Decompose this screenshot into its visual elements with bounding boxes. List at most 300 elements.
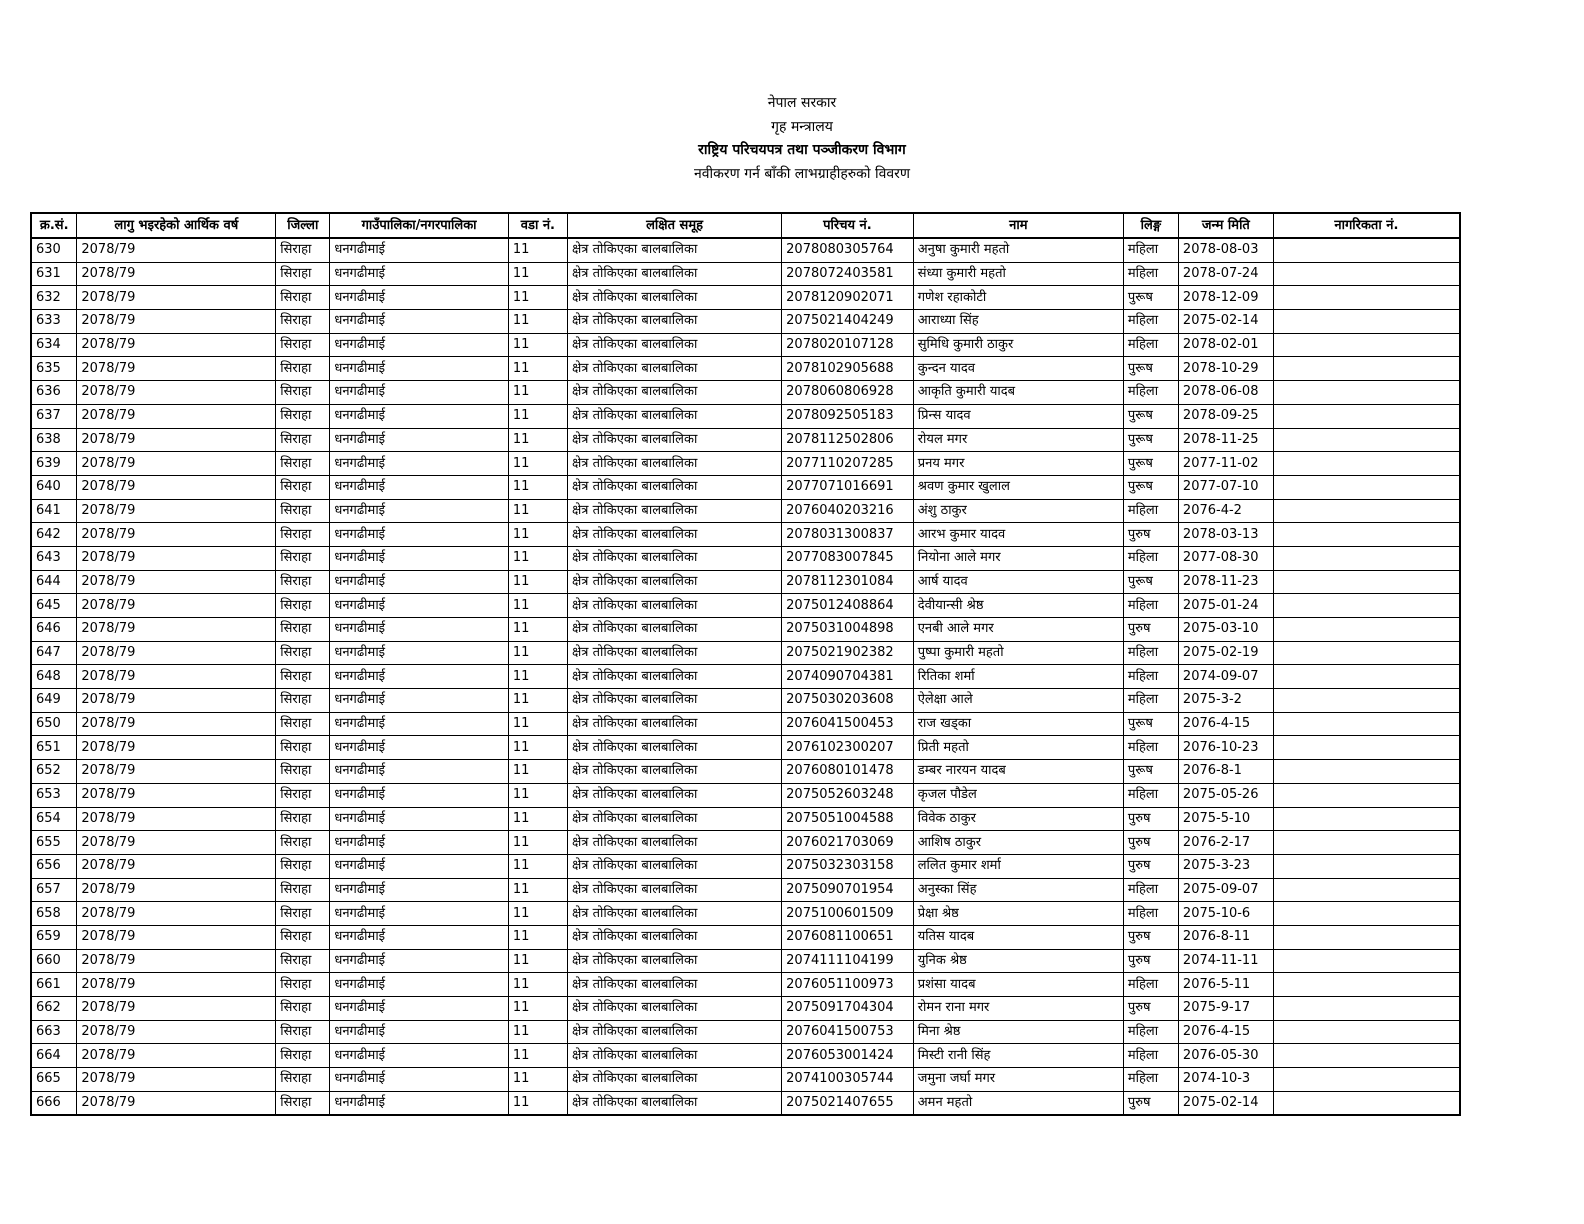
- cell-target-group: क्षेत्र तोकिएका बालबालिका: [567, 1020, 781, 1044]
- cell-gender: महिला: [1123, 381, 1178, 405]
- cell-municipality: धनगढीमाई: [330, 475, 508, 499]
- cell-fiscal-year: 2078/79: [77, 452, 276, 476]
- cell-municipality: धनगढीमाई: [330, 570, 508, 594]
- cell-serial-number: 650: [31, 712, 77, 736]
- cell-gender: पुरूष: [1123, 357, 1178, 381]
- cell-gender: महिला: [1123, 665, 1178, 689]
- cell-date-of-birth: 2078-06-08: [1178, 381, 1273, 405]
- cell-identity-number: 2078020107128: [782, 333, 914, 357]
- cell-fiscal-year: 2078/79: [77, 404, 276, 428]
- column-header-fiscal-year: लागु भइरहेको आर्थिक वर्ष: [77, 213, 276, 238]
- cell-ward-number: 11: [508, 712, 567, 736]
- cell-identity-number: 2076080101478: [782, 760, 914, 784]
- cell-serial-number: 651: [31, 736, 77, 760]
- cell-name: अमन महतो: [913, 1091, 1123, 1115]
- cell-target-group: क्षेत्र तोकिएका बालबालिका: [567, 523, 781, 547]
- cell-citizenship-number: [1273, 689, 1460, 713]
- cell-municipality: धनगढीमाई: [330, 641, 508, 665]
- cell-name: विवेक ठाकुर: [913, 807, 1123, 831]
- table-row: [31, 878, 1460, 902]
- cell-district: सिराहा: [276, 546, 330, 570]
- cell-citizenship-number: [1273, 902, 1460, 926]
- cell-serial-number: 662: [31, 997, 77, 1021]
- cell-fiscal-year: 2078/79: [77, 973, 276, 997]
- cell-date-of-birth: 2074-10-3: [1178, 1068, 1273, 1092]
- cell-identity-number: 2075090701954: [782, 878, 914, 902]
- cell-name: सुमिधि कुमारी ठाकुर: [913, 333, 1123, 357]
- cell-date-of-birth: 2076-4-2: [1178, 499, 1273, 523]
- cell-citizenship-number: [1273, 1044, 1460, 1068]
- cell-date-of-birth: 2075-10-6: [1178, 902, 1273, 926]
- cell-municipality: धनगढीमाई: [330, 546, 508, 570]
- cell-target-group: क्षेत्र तोकिएका बालबालिका: [567, 452, 781, 476]
- cell-ward-number: 11: [508, 310, 567, 334]
- cell-district: सिराहा: [276, 523, 330, 547]
- cell-gender: पुरुष: [1123, 618, 1178, 642]
- cell-serial-number: 645: [31, 594, 77, 618]
- cell-identity-number: 2074111104199: [782, 949, 914, 973]
- table-row: [31, 665, 1460, 689]
- cell-ward-number: 11: [508, 760, 567, 784]
- cell-gender: पुरूष: [1123, 404, 1178, 428]
- cell-ward-number: 11: [508, 262, 567, 286]
- cell-gender: पुरुष: [1123, 925, 1178, 949]
- cell-municipality: धनगढीमाई: [330, 831, 508, 855]
- cell-name: कुन्दन यादव: [913, 357, 1123, 381]
- cell-name: आशिष ठाकुर: [913, 831, 1123, 855]
- cell-serial-number: 663: [31, 1020, 77, 1044]
- cell-ward-number: 11: [508, 404, 567, 428]
- cell-municipality: धनगढीमाई: [330, 618, 508, 642]
- cell-gender: महिला: [1123, 641, 1178, 665]
- table-row: [31, 381, 1460, 405]
- cell-fiscal-year: 2078/79: [77, 949, 276, 973]
- cell-district: सिराहा: [276, 783, 330, 807]
- cell-gender: महिला: [1123, 878, 1178, 902]
- cell-district: सिराहा: [276, 831, 330, 855]
- cell-ward-number: 11: [508, 854, 567, 878]
- cell-target-group: क्षेत्र तोकिएका बालबालिका: [567, 333, 781, 357]
- cell-identity-number: 2076102300207: [782, 736, 914, 760]
- cell-municipality: धनगढीमाई: [330, 357, 508, 381]
- cell-date-of-birth: 2078-12-09: [1178, 286, 1273, 310]
- table-row: [31, 428, 1460, 452]
- cell-district: सिराहा: [276, 262, 330, 286]
- table-row: [31, 618, 1460, 642]
- table-row: [31, 1044, 1460, 1068]
- cell-date-of-birth: 2078-08-03: [1178, 238, 1273, 262]
- cell-date-of-birth: 2075-9-17: [1178, 997, 1273, 1021]
- table-row: [31, 499, 1460, 523]
- cell-target-group: क्षेत्र तोकिएका बालबालिका: [567, 831, 781, 855]
- cell-fiscal-year: 2078/79: [77, 641, 276, 665]
- cell-name: प्रनय मगर: [913, 452, 1123, 476]
- cell-name: मिस्टी रानी सिंह: [913, 1044, 1123, 1068]
- cell-municipality: धनगढीमाई: [330, 1091, 508, 1115]
- cell-name: एनबी आले मगर: [913, 618, 1123, 642]
- cell-district: सिराहा: [276, 404, 330, 428]
- cell-date-of-birth: 2075-02-19: [1178, 641, 1273, 665]
- cell-citizenship-number: [1273, 807, 1460, 831]
- cell-municipality: धनगढीमाई: [330, 760, 508, 784]
- cell-gender: महिला: [1123, 1020, 1178, 1044]
- table-row: [31, 902, 1460, 926]
- cell-name: प्रशंसा यादब: [913, 973, 1123, 997]
- cell-citizenship-number: [1273, 712, 1460, 736]
- cell-ward-number: 11: [508, 357, 567, 381]
- cell-ward-number: 11: [508, 523, 567, 547]
- cell-municipality: धनगढीमाई: [330, 997, 508, 1021]
- cell-target-group: क्षेत्र तोकिएका बालबालिका: [567, 475, 781, 499]
- cell-name: प्रेक्षा श्रेष्ठ: [913, 902, 1123, 926]
- column-header-municipality: गाउँपालिका/नगरपालिका: [330, 213, 508, 238]
- cell-serial-number: 657: [31, 878, 77, 902]
- cell-district: सिराहा: [276, 1044, 330, 1068]
- cell-fiscal-year: 2078/79: [77, 523, 276, 547]
- cell-municipality: धनगढीमाई: [330, 949, 508, 973]
- table-row: [31, 404, 1460, 428]
- column-header-identity-number: परिचय नं.: [782, 213, 914, 238]
- column-header-gender: लिङ्ग: [1123, 213, 1178, 238]
- cell-identity-number: 2077110207285: [782, 452, 914, 476]
- cell-gender: पुरुष: [1123, 949, 1178, 973]
- cell-identity-number: 2075032303158: [782, 854, 914, 878]
- cell-date-of-birth: 2075-5-10: [1178, 807, 1273, 831]
- cell-date-of-birth: 2076-8-11: [1178, 925, 1273, 949]
- cell-municipality: धनगढीमाई: [330, 925, 508, 949]
- cell-target-group: क्षेत्र तोकिएका बालबालिका: [567, 357, 781, 381]
- cell-target-group: क्षेत्र तोकिएका बालबालिका: [567, 760, 781, 784]
- table-row: [31, 925, 1460, 949]
- cell-district: सिराहा: [276, 878, 330, 902]
- cell-district: सिराहा: [276, 949, 330, 973]
- department-name: राष्ट्रिय परिचयपत्र तथा पञ्जीकरण विभाग: [698, 142, 906, 158]
- cell-name: प्रिती महतो: [913, 736, 1123, 760]
- cell-gender: महिला: [1123, 736, 1178, 760]
- cell-municipality: धनगढीमाई: [330, 333, 508, 357]
- cell-citizenship-number: [1273, 949, 1460, 973]
- cell-target-group: क्षेत्र तोकिएका बालबालिका: [567, 546, 781, 570]
- table-row: [31, 310, 1460, 334]
- cell-district: सिराहा: [276, 736, 330, 760]
- cell-identity-number: 2076041500453: [782, 712, 914, 736]
- cell-target-group: क्षेत्र तोकिएका बालबालिका: [567, 878, 781, 902]
- cell-citizenship-number: [1273, 783, 1460, 807]
- cell-municipality: धनगढीमाई: [330, 452, 508, 476]
- cell-identity-number: 2078102905688: [782, 357, 914, 381]
- cell-ward-number: 11: [508, 1091, 567, 1115]
- cell-serial-number: 648: [31, 665, 77, 689]
- cell-ward-number: 11: [508, 618, 567, 642]
- cell-target-group: क्षेत्र तोकिएका बालबालिका: [567, 949, 781, 973]
- cell-gender: पुरूष: [1123, 475, 1178, 499]
- cell-district: सिराहा: [276, 925, 330, 949]
- cell-identity-number: 2075100601509: [782, 902, 914, 926]
- cell-district: सिराहा: [276, 1068, 330, 1092]
- cell-fiscal-year: 2078/79: [77, 357, 276, 381]
- cell-ward-number: 11: [508, 452, 567, 476]
- cell-name: पुष्पा कुमारी महतो: [913, 641, 1123, 665]
- cell-ward-number: 11: [508, 878, 567, 902]
- cell-district: सिराहा: [276, 712, 330, 736]
- cell-name: श्रवण कुमार खुलाल: [913, 475, 1123, 499]
- cell-ward-number: 11: [508, 736, 567, 760]
- cell-target-group: क्षेत्र तोकिएका बालबालिका: [567, 712, 781, 736]
- cell-citizenship-number: [1273, 381, 1460, 405]
- cell-target-group: क्षेत्र तोकिएका बालबालिका: [567, 618, 781, 642]
- cell-date-of-birth: 2074-11-11: [1178, 949, 1273, 973]
- cell-identity-number: 2078072403581: [782, 262, 914, 286]
- cell-district: सिराहा: [276, 570, 330, 594]
- cell-municipality: धनगढीमाई: [330, 523, 508, 547]
- cell-citizenship-number: [1273, 357, 1460, 381]
- table-row: [31, 546, 1460, 570]
- table-row: [31, 949, 1460, 973]
- cell-date-of-birth: 2075-3-2: [1178, 689, 1273, 713]
- cell-date-of-birth: 2076-4-15: [1178, 712, 1273, 736]
- cell-gender: महिला: [1123, 262, 1178, 286]
- cell-name: कृजल पौडेल: [913, 783, 1123, 807]
- cell-name: ललित कुमार शर्मा: [913, 854, 1123, 878]
- cell-name: ऐलेक्षा आले: [913, 689, 1123, 713]
- cell-date-of-birth: 2076-4-15: [1178, 1020, 1273, 1044]
- cell-district: सिराहा: [276, 594, 330, 618]
- cell-gender: महिला: [1123, 1044, 1178, 1068]
- cell-district: सिराहा: [276, 973, 330, 997]
- cell-district: सिराहा: [276, 475, 330, 499]
- cell-serial-number: 637: [31, 404, 77, 428]
- cell-gender: महिला: [1123, 238, 1178, 262]
- cell-ward-number: 11: [508, 499, 567, 523]
- cell-municipality: धनगढीमाई: [330, 286, 508, 310]
- cell-fiscal-year: 2078/79: [77, 546, 276, 570]
- cell-name: आरभ कुमार यादव: [913, 523, 1123, 547]
- cell-name: आकृति कुमारी यादब: [913, 381, 1123, 405]
- cell-identity-number: 2075012408864: [782, 594, 914, 618]
- cell-fiscal-year: 2078/79: [77, 783, 276, 807]
- cell-district: सिराहा: [276, 1091, 330, 1115]
- column-header-name: नाम: [913, 213, 1123, 238]
- cell-identity-number: 2078080305764: [782, 238, 914, 262]
- cell-serial-number: 664: [31, 1044, 77, 1068]
- cell-fiscal-year: 2078/79: [77, 1020, 276, 1044]
- cell-serial-number: 643: [31, 546, 77, 570]
- cell-name: रितिका शर्मा: [913, 665, 1123, 689]
- table-row: [31, 594, 1460, 618]
- cell-date-of-birth: 2076-2-17: [1178, 831, 1273, 855]
- cell-identity-number: 2076041500753: [782, 1020, 914, 1044]
- cell-name: गणेश रहाकोटी: [913, 286, 1123, 310]
- cell-serial-number: 659: [31, 925, 77, 949]
- cell-fiscal-year: 2078/79: [77, 736, 276, 760]
- cell-gender: पुरूष: [1123, 570, 1178, 594]
- cell-identity-number: 2077083007845: [782, 546, 914, 570]
- cell-citizenship-number: [1273, 665, 1460, 689]
- cell-serial-number: 661: [31, 973, 77, 997]
- cell-date-of-birth: 2075-05-26: [1178, 783, 1273, 807]
- cell-target-group: क्षेत्र तोकिएका बालबालिका: [567, 404, 781, 428]
- cell-municipality: धनगढीमाई: [330, 310, 508, 334]
- cell-district: सिराहा: [276, 618, 330, 642]
- cell-municipality: धनगढीमाई: [330, 807, 508, 831]
- document-header: [0, 92, 1584, 186]
- cell-municipality: धनगढीमाई: [330, 902, 508, 926]
- cell-fiscal-year: 2078/79: [77, 902, 276, 926]
- cell-target-group: क्षेत्र तोकिएका बालबालिका: [567, 997, 781, 1021]
- table-row: [31, 689, 1460, 713]
- cell-district: सिराहा: [276, 641, 330, 665]
- column-header-ward-number: वडा नं.: [508, 213, 567, 238]
- cell-citizenship-number: [1273, 997, 1460, 1021]
- cell-fiscal-year: 2078/79: [77, 570, 276, 594]
- table-body: [31, 238, 1460, 1115]
- cell-fiscal-year: 2078/79: [77, 878, 276, 902]
- cell-municipality: धनगढीमाई: [330, 878, 508, 902]
- cell-municipality: धनगढीमाई: [330, 238, 508, 262]
- cell-municipality: धनगढीमाई: [330, 712, 508, 736]
- cell-ward-number: 11: [508, 1020, 567, 1044]
- table-row: [31, 523, 1460, 547]
- cell-district: सिराहा: [276, 286, 330, 310]
- cell-citizenship-number: [1273, 310, 1460, 334]
- cell-district: सिराहा: [276, 760, 330, 784]
- table-row: [31, 238, 1460, 262]
- table-row: [31, 831, 1460, 855]
- cell-citizenship-number: [1273, 760, 1460, 784]
- cell-date-of-birth: 2078-02-01: [1178, 333, 1273, 357]
- cell-name: प्रिन्स यादव: [913, 404, 1123, 428]
- cell-citizenship-number: [1273, 618, 1460, 642]
- cell-identity-number: 2075030203608: [782, 689, 914, 713]
- cell-gender: महिला: [1123, 546, 1178, 570]
- cell-fiscal-year: 2078/79: [77, 499, 276, 523]
- cell-gender: पुरुष: [1123, 523, 1178, 547]
- cell-district: सिराहा: [276, 428, 330, 452]
- cell-fiscal-year: 2078/79: [77, 760, 276, 784]
- table-row: [31, 997, 1460, 1021]
- cell-target-group: क्षेत्र तोकिएका बालबालिका: [567, 1044, 781, 1068]
- cell-citizenship-number: [1273, 831, 1460, 855]
- cell-gender: महिला: [1123, 902, 1178, 926]
- cell-fiscal-year: 2078/79: [77, 618, 276, 642]
- cell-gender: महिला: [1123, 499, 1178, 523]
- government-name: नेपाल सरकार: [767, 95, 837, 111]
- cell-name: रोयल मगर: [913, 428, 1123, 452]
- cell-fiscal-year: 2078/79: [77, 333, 276, 357]
- cell-municipality: धनगढीमाई: [330, 262, 508, 286]
- cell-district: सिराहा: [276, 665, 330, 689]
- cell-district: सिराहा: [276, 381, 330, 405]
- beneficiary-table: [30, 212, 1461, 1116]
- cell-gender: महिला: [1123, 333, 1178, 357]
- cell-target-group: क्षेत्र तोकिएका बालबालिका: [567, 783, 781, 807]
- cell-date-of-birth: 2078-10-29: [1178, 357, 1273, 381]
- cell-identity-number: 2075021407655: [782, 1091, 914, 1115]
- cell-serial-number: 647: [31, 641, 77, 665]
- cell-ward-number: 11: [508, 594, 567, 618]
- table-header-row: [31, 213, 1460, 238]
- table-row: [31, 333, 1460, 357]
- cell-name: अनुषा कुमारी महतो: [913, 238, 1123, 262]
- cell-fiscal-year: 2078/79: [77, 689, 276, 713]
- cell-serial-number: 658: [31, 902, 77, 926]
- cell-gender: पुरुष: [1123, 1091, 1178, 1115]
- cell-ward-number: 11: [508, 807, 567, 831]
- cell-name: संध्या कुमारी महतो: [913, 262, 1123, 286]
- cell-district: सिराहा: [276, 997, 330, 1021]
- cell-target-group: क्षेत्र तोकिएका बालबालिका: [567, 925, 781, 949]
- table-row: [31, 736, 1460, 760]
- cell-ward-number: 11: [508, 925, 567, 949]
- cell-ward-number: 11: [508, 475, 567, 499]
- cell-target-group: क्षेत्र तोकिएका बालबालिका: [567, 310, 781, 334]
- cell-identity-number: 2075021902382: [782, 641, 914, 665]
- cell-citizenship-number: [1273, 475, 1460, 499]
- cell-ward-number: 11: [508, 665, 567, 689]
- cell-municipality: धनगढीमाई: [330, 736, 508, 760]
- cell-date-of-birth: 2074-09-07: [1178, 665, 1273, 689]
- table-row: [31, 357, 1460, 381]
- table-row: [31, 1091, 1460, 1115]
- cell-serial-number: 642: [31, 523, 77, 547]
- cell-name: मिना श्रेष्ठ: [913, 1020, 1123, 1044]
- cell-fiscal-year: 2078/79: [77, 997, 276, 1021]
- cell-date-of-birth: 2075-09-07: [1178, 878, 1273, 902]
- cell-identity-number: 2076051100973: [782, 973, 914, 997]
- cell-serial-number: 665: [31, 1068, 77, 1092]
- cell-district: सिराहा: [276, 452, 330, 476]
- cell-serial-number: 630: [31, 238, 77, 262]
- cell-fiscal-year: 2078/79: [77, 854, 276, 878]
- cell-name: राज खड्का: [913, 712, 1123, 736]
- cell-identity-number: 2074100305744: [782, 1068, 914, 1092]
- cell-serial-number: 649: [31, 689, 77, 713]
- cell-name: रोमन राना मगर: [913, 997, 1123, 1021]
- cell-date-of-birth: 2075-02-14: [1178, 310, 1273, 334]
- column-header-district: जिल्ला: [276, 213, 330, 238]
- cell-identity-number: 2076053001424: [782, 1044, 914, 1068]
- cell-gender: पुरूष: [1123, 712, 1178, 736]
- cell-citizenship-number: [1273, 333, 1460, 357]
- cell-ward-number: 11: [508, 997, 567, 1021]
- cell-target-group: क्षेत्र तोकिएका बालबालिका: [567, 428, 781, 452]
- cell-name: आर्ष यादव: [913, 570, 1123, 594]
- cell-district: सिराहा: [276, 357, 330, 381]
- cell-citizenship-number: [1273, 428, 1460, 452]
- cell-fiscal-year: 2078/79: [77, 310, 276, 334]
- cell-date-of-birth: 2078-11-23: [1178, 570, 1273, 594]
- cell-gender: महिला: [1123, 689, 1178, 713]
- cell-citizenship-number: [1273, 736, 1460, 760]
- table-row: [31, 286, 1460, 310]
- cell-serial-number: 635: [31, 357, 77, 381]
- cell-identity-number: 2074090704381: [782, 665, 914, 689]
- cell-identity-number: 2076040203216: [782, 499, 914, 523]
- cell-municipality: धनगढीमाई: [330, 1020, 508, 1044]
- cell-municipality: धनगढीमाई: [330, 1068, 508, 1092]
- cell-target-group: क्षेत्र तोकिएका बालबालिका: [567, 854, 781, 878]
- table-row: [31, 475, 1460, 499]
- cell-date-of-birth: 2076-5-11: [1178, 973, 1273, 997]
- cell-gender: पुरूष: [1123, 452, 1178, 476]
- cell-serial-number: 666: [31, 1091, 77, 1115]
- cell-municipality: धनगढीमाई: [330, 665, 508, 689]
- cell-serial-number: 652: [31, 760, 77, 784]
- cell-fiscal-year: 2078/79: [77, 428, 276, 452]
- cell-identity-number: 2078120902071: [782, 286, 914, 310]
- cell-name: डम्बर नारयन यादब: [913, 760, 1123, 784]
- cell-citizenship-number: [1273, 878, 1460, 902]
